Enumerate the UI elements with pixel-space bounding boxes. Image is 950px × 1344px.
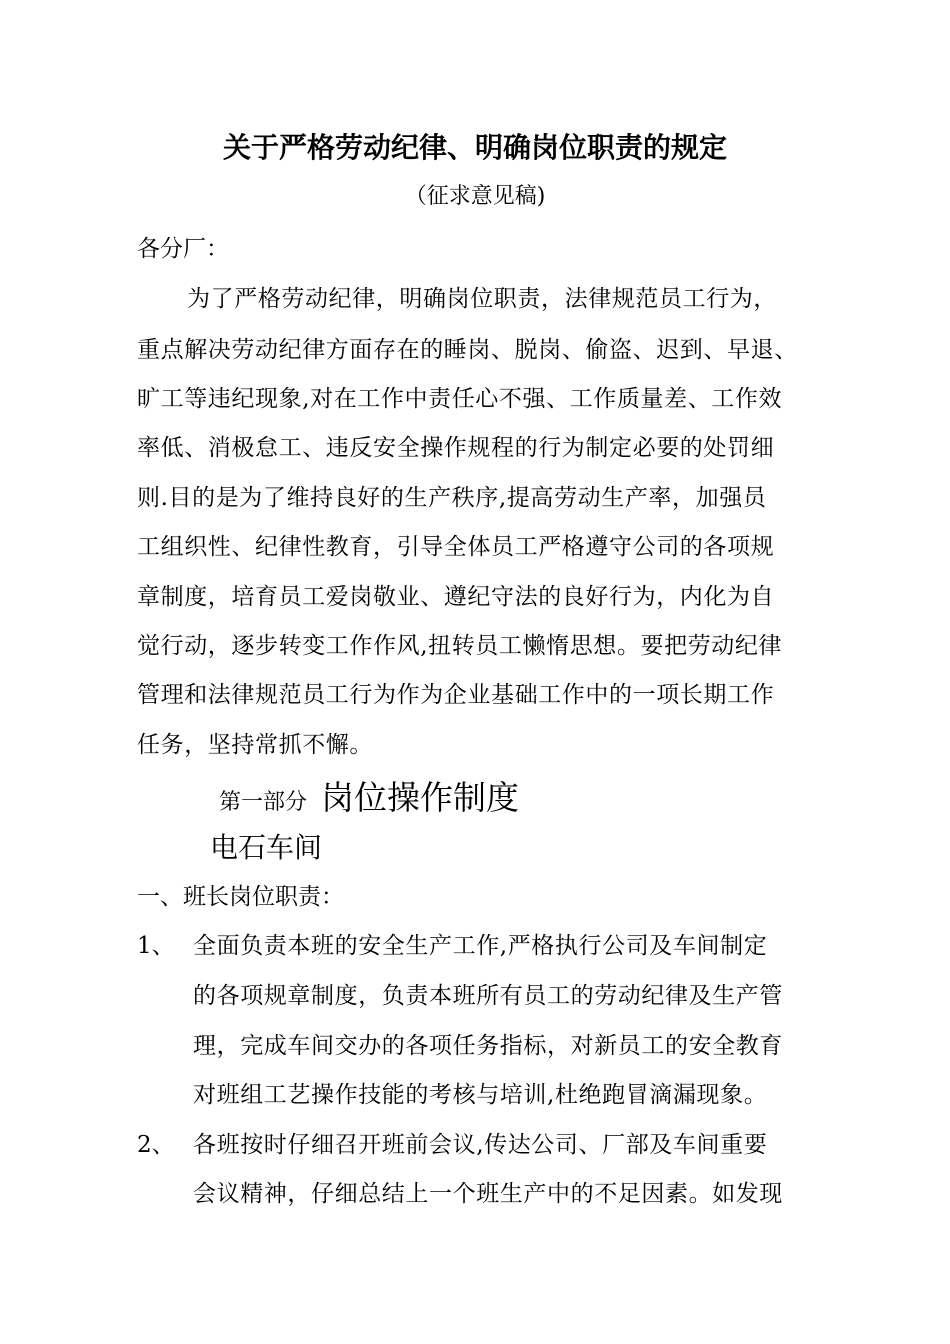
- document-title: 关于严格劳动纪律、明确岗位职责的规定: [222, 131, 727, 164]
- item-line: 各班按时仔细召开班前会议,传达公司、厂部及车间重要: [193, 1132, 768, 1158]
- item-line: 的各项规章制度，负责本班所有员工的劳动纪律及生产管: [193, 983, 783, 1009]
- intro-line: 则.目的是为了维持良好的生产秩序,提高劳动生产率，加强员: [137, 485, 767, 511]
- intro-line: 重点解决劳动纪律方面存在的睡岗、脱岗、偷盗、迟到、早退、: [137, 337, 798, 363]
- intro-line: 任务，坚持常抓不懈。: [137, 732, 373, 758]
- item-number: 1、: [137, 933, 175, 959]
- item-line: 全面负责本班的安全生产工作,严格执行公司及车间制定: [193, 933, 768, 959]
- intro-line: 管理和法律规范员工行为作为企业基础工作中的一项长期工作: [137, 682, 775, 708]
- intro-line: 旷工等违纪现象,对在工作中责任心不强、工作质量差、工作效: [137, 386, 783, 412]
- document-subtitle: （征求意见稿): [404, 184, 546, 209]
- intro-line: 为了严格劳动纪律，明确岗位职责，法律规范员工行为，: [187, 286, 777, 312]
- intro-line: 章制度，培育员工爱岗敬业、遵纪守法的良好行为，内化为自: [137, 584, 775, 610]
- section-title: 电石车间: [210, 831, 323, 864]
- salutation: 各分厂：: [137, 236, 229, 262]
- part-heading: [219, 776, 519, 826]
- item-number: 2、: [137, 1132, 175, 1158]
- intro-line: 工组织性、纪律性教育，引导全体员工严格遵守公司的各项规: [137, 534, 775, 560]
- item-line: 会议精神，仔细总结上一个班生产中的不足因素。如发现: [193, 1181, 783, 1207]
- part-title: 岗位操作制度: [321, 778, 520, 817]
- duty-heading: 一、班长岗位职责：: [137, 884, 344, 910]
- intro-line: 率低、消极怠工、违反安全操作规程的行为制定必要的处罚细: [137, 435, 775, 461]
- part-label: 第一部分: [219, 790, 308, 815]
- intro-line: 觉行动，逐步转变工作作风,扭转员工懒惰思想。要把劳动纪律: [137, 633, 783, 659]
- item-line: 理，完成车间交办的各项任务指标，对新员工的安全教育: [193, 1033, 783, 1059]
- item-line: 对班组工艺操作技能的考核与培训,杜绝跑冒滴漏现象。: [193, 1082, 768, 1108]
